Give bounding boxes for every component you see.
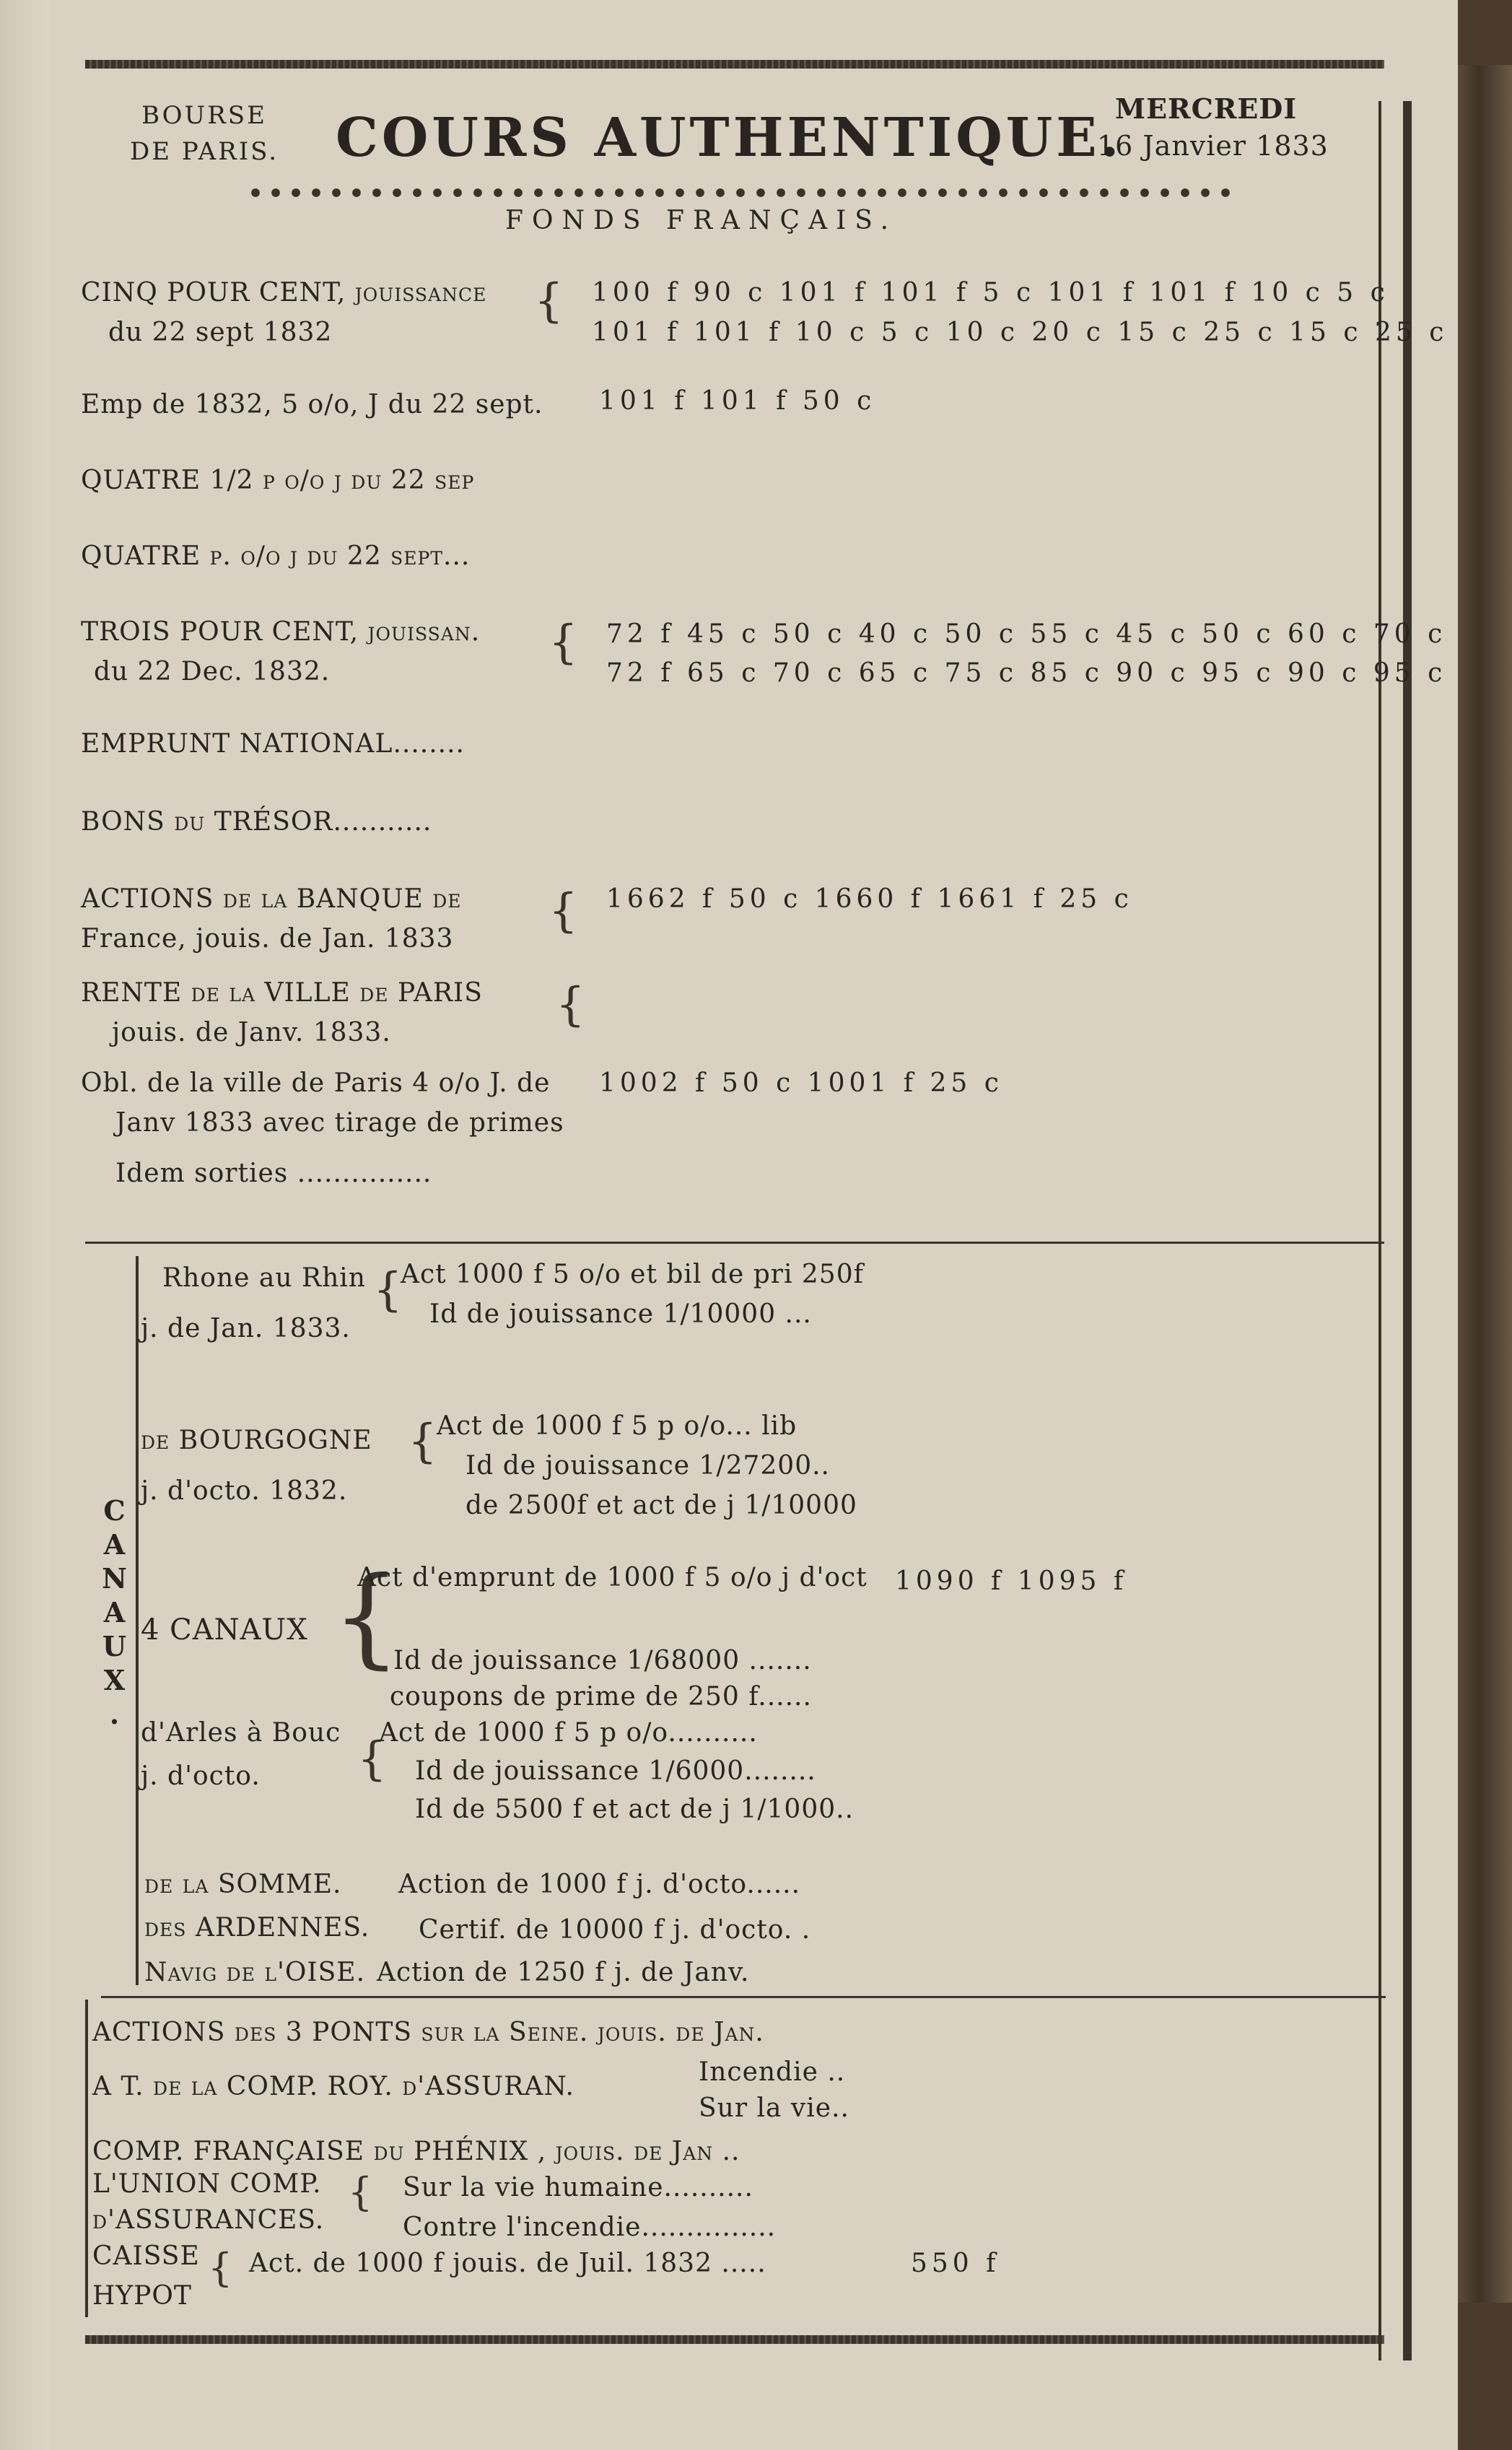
brace-icon: { xyxy=(408,1415,437,1468)
canaux-label-text: CANAUX. xyxy=(98,1494,131,1732)
header-date: 16 Janvier 1833 xyxy=(1097,130,1329,162)
canal-rhone-id: Id de jouissance 1/10000 ... xyxy=(429,1299,812,1329)
page-title: COURS AUTHENTIQUE. xyxy=(336,107,1123,169)
canal-oise-act: Action de 1250 f j. de Janv. xyxy=(377,1958,750,1987)
canal-arles-date: j. d'octo. xyxy=(141,1761,261,1791)
canal-4canaux-id: Id de jouissance 1/68000 ....... xyxy=(393,1646,812,1675)
bottom-rule xyxy=(85,2335,1384,2344)
section-heading: FONDS FRANÇAIS. xyxy=(505,206,898,235)
row-cinq-label: CINQ POUR CENT, jouissance xyxy=(81,278,487,308)
canal-ardennes-act: Certif. de 10000 f j. d'octo. . xyxy=(419,1915,811,1945)
section-rule xyxy=(85,1242,1384,1244)
canal-bourgogne-act: Act de 1000 f 5 p o/o... lib xyxy=(437,1411,797,1441)
row-banque-label: ACTIONS de la BANQUE de xyxy=(81,884,462,914)
row-rente-label2: jouis. de Janv. 1833. xyxy=(112,1018,391,1047)
binding-spine xyxy=(0,0,51,2450)
row-trois-label2: du 22 Dec. 1832. xyxy=(94,657,331,686)
row-rente-label: RENTE de la VILLE de PARIS xyxy=(81,978,483,1008)
section-rule xyxy=(101,1996,1386,1998)
canal-4canaux-act: Act d'emprunt de 1000 f 5 o/o j d'oct xyxy=(357,1563,868,1592)
row-quatre-demi-label: QUATRE 1/2 p o/o j du 22 sep xyxy=(81,466,475,495)
canal-arles-act: Act de 1000 f 5 p o/o.......... xyxy=(379,1718,758,1748)
brace-icon: { xyxy=(549,616,578,669)
row-obl-label2: Janv 1833 avec tirage de primes xyxy=(115,1108,564,1138)
canal-rhone-date: j. de Jan. 1833. xyxy=(141,1314,351,1343)
actions-hypot: HYPOT xyxy=(92,2281,192,2311)
canaux-border xyxy=(136,1256,139,1985)
actions-caisse-val: 550 f xyxy=(911,2249,1000,2278)
row-obl-label: Obl. de la ville de Paris 4 o/o J. de xyxy=(81,1068,551,1098)
actions-union: L'UNION COMP. xyxy=(92,2169,322,2199)
row-emp-val: 101 f 101 f 50 c xyxy=(599,386,876,416)
actions-caisse-act: Act. de 1000 f jouis. de Juil. 1832 ..... xyxy=(249,2249,766,2278)
actions-caisse: CAISSE xyxy=(92,2241,200,2271)
brace-icon: { xyxy=(348,2169,373,2215)
canal-bourgogne-date: j. d'octo. 1832. xyxy=(141,1476,348,1506)
header-bourse: BOURSE xyxy=(141,101,267,130)
actions-ponts: ACTIONS des 3 PONTS sur la Seine. jouis. de Jan. xyxy=(92,2018,764,2047)
brace-icon: { xyxy=(332,1554,401,1680)
canal-bourgogne-id2: de 2500f et act de j 1/10000 xyxy=(466,1491,857,1520)
row-bons-label: BONS du TRÉSOR........... xyxy=(81,807,432,837)
top-rule xyxy=(85,60,1384,69)
canal-bourgogne-id: Id de jouissance 1/27200.. xyxy=(466,1451,830,1481)
canal-somme-act: Action de 1000 f j. d'octo...... xyxy=(398,1870,801,1899)
row-banque-label2: France, jouis. de Jan. 1833 xyxy=(81,924,454,954)
actions-phenix: COMP. FRANÇAISE du PHÉNIX , jouis. de Jan .. xyxy=(92,2137,740,2166)
actions-comp-roy-incendie: Incendie .. xyxy=(699,2057,846,2087)
row-trois-val2: 72 f 65 c 70 c 65 c 75 c 85 c 90 c 95 c 90 c 95 c xyxy=(606,658,1447,688)
right-border-thin xyxy=(1378,101,1381,2360)
brace-icon: { xyxy=(549,884,578,938)
canal-rhone-act: Act 1000 f 5 o/o et bil de pri 250f xyxy=(401,1260,864,1289)
actions-union-incendie: Contre l'incendie............... xyxy=(403,2213,777,2242)
actions-union-vie: Sur la vie humaine.......... xyxy=(403,2173,753,2202)
canal-arles-id: Id de jouissance 1/6000........ xyxy=(415,1756,816,1786)
row-cinq-val2: 101 f 101 f 10 c 5 c 10 c 20 c 15 c 25 c 15 c 25 c xyxy=(592,318,1448,347)
canal-arles-id2: Id de 5500 f et act de j 1/1000.. xyxy=(415,1795,855,1824)
header-de-paris: DE PARIS. xyxy=(129,137,279,166)
row-quatre-label: QUATRE p. o/o j du 22 sept... xyxy=(81,541,471,571)
canal-4canaux-coupons: coupons de prime de 250 f...... xyxy=(390,1682,812,1712)
canal-ardennes-name: des ARDENNES. xyxy=(144,1913,370,1943)
canal-arles-name: d'Arles à Bouc xyxy=(141,1718,341,1748)
row-banque-val: 1662 f 50 c 1660 f 1661 f 25 c xyxy=(606,884,1133,914)
row-emp-label: Emp de 1832, 5 o/o, J du 22 sept. xyxy=(81,390,543,419)
brace-icon: { xyxy=(357,1732,387,1786)
actions-comp-roy-vie: Sur la vie.. xyxy=(699,2093,849,2123)
row-cinq-label2: du 22 sept 1832 xyxy=(108,318,333,347)
ornament-rule xyxy=(245,188,1241,198)
row-emprunt-label: EMPRUNT NATIONAL........ xyxy=(81,729,465,759)
canal-4canaux-val: 1090 f 1095 f xyxy=(895,1566,1128,1596)
header-day: MERCREDI xyxy=(1115,92,1298,125)
row-obl-label3: Idem sorties ............... xyxy=(115,1159,432,1188)
book-edge xyxy=(1458,65,1512,2303)
brace-icon: { xyxy=(556,978,585,1032)
canal-oise-name: Navig de l'OISE. xyxy=(144,1958,366,1987)
canal-rhone-name: Rhone au Rhin xyxy=(162,1263,366,1293)
actions-union2: d'ASSURANCES. xyxy=(92,2205,325,2235)
actions-border xyxy=(85,2000,88,2317)
row-trois-val1: 72 f 45 c 50 c 40 c 50 c 55 c 45 c 50 c 60 c 70 c xyxy=(606,619,1447,649)
canal-bourgogne-name: de BOURGOGNE xyxy=(141,1426,372,1455)
canal-somme-name: de la SOMME. xyxy=(144,1870,342,1899)
row-cinq-val1: 100 f 90 c 101 f 101 f 5 c 101 f 101 f 10 c 5 c xyxy=(592,278,1389,308)
brace-icon: { xyxy=(208,2245,233,2290)
right-border xyxy=(1403,101,1412,2360)
brace-icon: { xyxy=(534,274,564,328)
actions-comp-roy: A T. de la COMP. ROY. d'ASSURAN. xyxy=(92,2072,574,2101)
row-obl-val: 1002 f 50 c 1001 f 25 c xyxy=(599,1068,1003,1098)
canaux-side-label xyxy=(92,1494,131,1744)
canal-4canaux-name: 4 CANAUX xyxy=(141,1613,308,1647)
row-trois-label: TROIS POUR CENT, jouissan. xyxy=(81,617,481,647)
brace-icon: { xyxy=(373,1263,403,1317)
